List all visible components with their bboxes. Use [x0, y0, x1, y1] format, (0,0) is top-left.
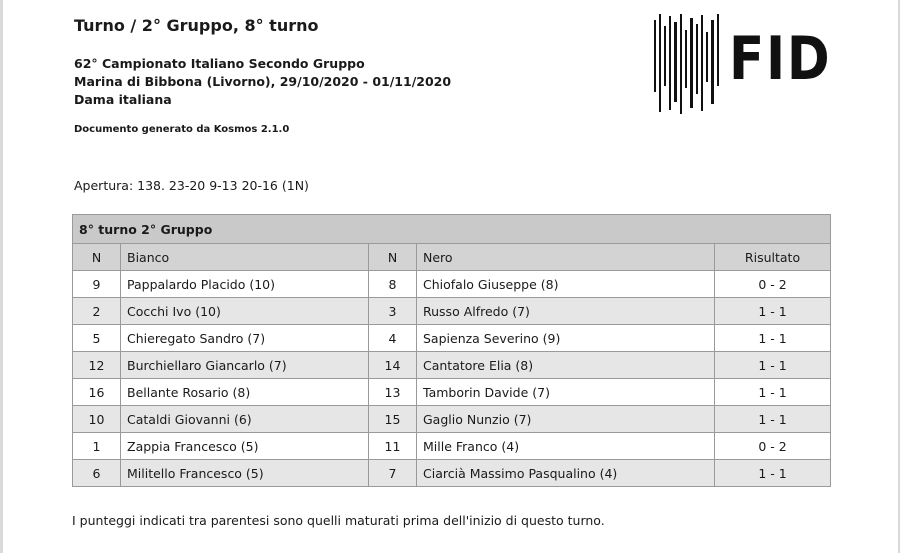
black-player: Ciarcià Massimo Pasqualino (4) — [417, 460, 715, 487]
column-header-n-black: N — [369, 244, 417, 271]
column-header-white: Bianco — [121, 244, 369, 271]
table-row — [73, 298, 831, 325]
black-number: 4 — [369, 325, 417, 352]
black-player: Gaglio Nunzio (7) — [417, 406, 715, 433]
black-player: Mille Franco (4) — [417, 433, 715, 460]
column-header-black: Nero — [417, 244, 715, 271]
table-row — [73, 271, 831, 298]
table-row — [73, 433, 831, 460]
black-number: 7 — [369, 460, 417, 487]
white-player: Bellante Rosario (8) — [121, 379, 369, 406]
page-title: Turno / 2° Gruppo, 8° turno — [74, 16, 319, 35]
table-row — [73, 325, 831, 352]
table-row — [73, 406, 831, 433]
white-number: 12 — [73, 352, 121, 379]
white-player: Burchiellaro Giancarlo (7) — [121, 352, 369, 379]
white-player: Cataldi Giovanni (6) — [121, 406, 369, 433]
result: 1 - 1 — [715, 406, 831, 433]
white-number: 5 — [73, 325, 121, 352]
event-location-dates: Marina di Bibbona (Livorno), 29/10/2020 - 01/11/2020 — [74, 74, 452, 89]
generator-note: Documento generato da Kosmos 2.1.0 — [74, 124, 290, 135]
white-player: Militello Francesco (5) — [121, 460, 369, 487]
white-player: Zappia Francesco (5) — [121, 433, 369, 460]
white-number: 10 — [73, 406, 121, 433]
white-number: 6 — [73, 460, 121, 487]
black-number: 14 — [369, 352, 417, 379]
white-player: Pappalardo Placido (10) — [121, 271, 369, 298]
column-header-n-white: N — [73, 244, 121, 271]
result: 1 - 1 — [715, 352, 831, 379]
black-number: 15 — [369, 406, 417, 433]
fid-logo-text: FID — [729, 24, 832, 94]
result: 1 - 1 — [715, 298, 831, 325]
black-number: 13 — [369, 379, 417, 406]
black-player: Cantatore Elia (8) — [417, 352, 715, 379]
event-info — [74, 55, 451, 109]
table-row — [73, 379, 831, 406]
white-number: 9 — [73, 271, 121, 298]
table-caption: 8° turno 2° Gruppo — [73, 215, 831, 244]
black-number: 3 — [369, 298, 417, 325]
black-player: Russo Alfredo (7) — [417, 298, 715, 325]
fid-logo — [652, 12, 832, 116]
black-player: Sapienza Severino (9) — [417, 325, 715, 352]
black-player: Chiofalo Giuseppe (8) — [417, 271, 715, 298]
white-player: Chieregato Sandro (7) — [121, 325, 369, 352]
black-player: Tamborin Davide (7) — [417, 379, 715, 406]
white-number: 2 — [73, 298, 121, 325]
result: 1 - 1 — [715, 460, 831, 487]
white-number: 16 — [73, 379, 121, 406]
black-number: 11 — [369, 433, 417, 460]
white-number: 1 — [73, 433, 121, 460]
event-discipline: Dama italiana — [74, 92, 172, 107]
result: 1 - 1 — [715, 379, 831, 406]
footnote: I punteggi indicati tra parentesi sono quelli maturati prima dell'inizio di questo turno. — [72, 513, 605, 528]
table-row — [73, 460, 831, 487]
result: 0 - 2 — [715, 271, 831, 298]
black-number: 8 — [369, 271, 417, 298]
white-player: Cocchi Ivo (10) — [121, 298, 369, 325]
fid-barcode-logo-icon — [652, 12, 722, 116]
event-name: 62° Campionato Italiano Secondo Gruppo — [74, 56, 365, 71]
column-header-result: Risultato — [715, 244, 831, 271]
opening-line: Apertura: 138. 23-20 9-13 20-16 (1N) — [74, 178, 309, 193]
result: 1 - 1 — [715, 325, 831, 352]
pairings-table — [72, 214, 831, 487]
table-row — [73, 352, 831, 379]
result: 0 - 2 — [715, 433, 831, 460]
